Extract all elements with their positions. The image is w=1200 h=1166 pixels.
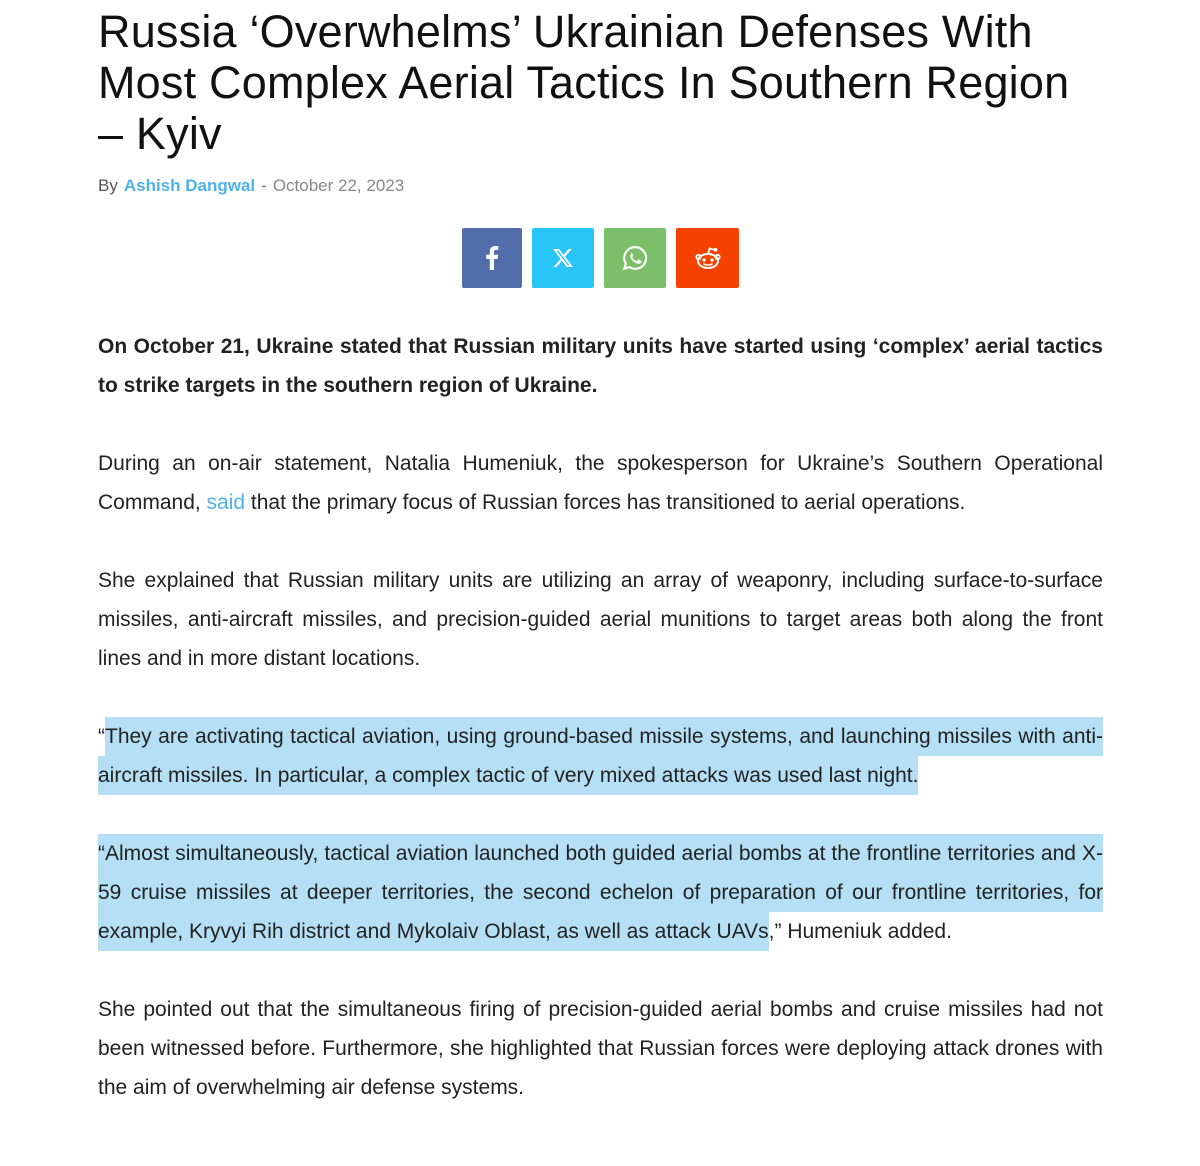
share-whatsapp-button[interactable] <box>604 228 666 288</box>
publish-date: October 22, 2023 <box>272 176 405 195</box>
meta-separator: - <box>261 176 267 195</box>
paragraph-2-text-end: that the primary focus of Russian forces has transitioned to aerial operations. <box>245 491 966 514</box>
quote-paragraph-2 <box>98 834 1103 951</box>
share-x-button[interactable] <box>532 228 594 288</box>
paragraph-6: She pointed out that the simultaneous firing of precision-guided aerial bombs and cruise missiles had not been witnessed before. Furthermore, she highlighted that Russian forces were deploying attack drones with the aim of overwhelming air defense systems. <box>98 998 1103 1099</box>
quote-paragraph-1 <box>98 717 1103 795</box>
facebook-icon <box>485 246 499 270</box>
article <box>98 0 1103 1146</box>
quote-attribution: ,” Humeniuk added. <box>768 920 952 943</box>
paragraph-2 <box>98 444 1103 522</box>
share-bar <box>98 228 1103 288</box>
quote-open-mark: “ <box>98 725 105 748</box>
lead-paragraph: On October 21, Ukraine stated that Russian military units have started using ‘complex’ aerial tactics to strike targets in the southern region of Ukraine. <box>98 335 1103 397</box>
reddit-icon <box>694 246 722 270</box>
paragraph-2-text: During an on-air statement, Natalia Humeniuk, the spokesperson for Ukraine’s Southern Operational Command, <box>98 452 1103 514</box>
said-link[interactable]: said <box>206 491 246 514</box>
highlighted-quote-1[interactable]: They are activating tactical aviation, using ground-based missile systems, and launching missiles with anti-aircraft missiles. In particular, a complex tactic of very mixed attacks was used last night. <box>98 717 1103 795</box>
by-label: By <box>98 176 118 195</box>
article-meta <box>98 175 1103 197</box>
share-reddit-button[interactable] <box>676 228 739 288</box>
share-facebook-button[interactable] <box>462 228 522 288</box>
article-body <box>98 327 1103 1107</box>
paragraph-3: She explained that Russian military units are utilizing an array of weaponry, including surface-to-surface missiles, anti-aircraft missiles, and precision-guided aerial munitions to target areas both along the front lines and in more distant locations. <box>98 569 1103 670</box>
author-link[interactable]: Ashish Dangwal <box>123 176 256 195</box>
article-title: Russia ‘Overwhelms’ Ukrainian Defenses With Most Complex Aerial Tactics In Southern Region – Kyiv <box>98 6 1070 159</box>
highlighted-quote-2[interactable]: “Almost simultaneously, tactical aviation launched both guided aerial bombs at the frontline territories and X-59 cruise missiles at deeper territories, the second echelon of preparation of our frontline territories, for example, Kryvyi Rih district and Mykolaiv Oblast, as well as attack UAVs <box>98 834 1103 951</box>
whatsapp-icon <box>622 245 648 271</box>
x-twitter-icon <box>553 249 573 267</box>
